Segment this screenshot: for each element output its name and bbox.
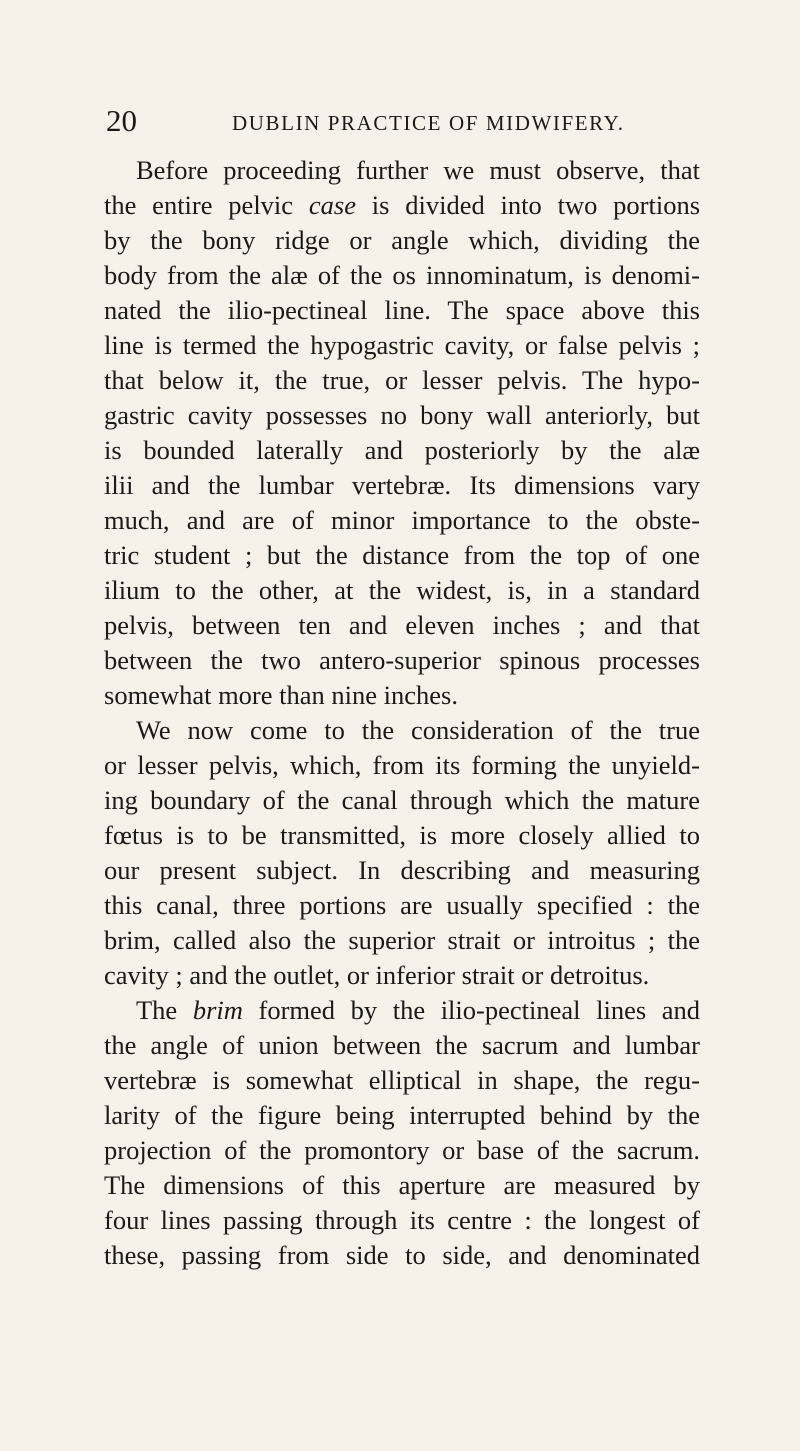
text-line: cavity ; and the outlet, or inferior strait or detroitus. [104, 960, 650, 990]
text-line: our present subject. In describing and measuring [104, 855, 700, 885]
text-line: Before proceeding further we must observe, that [136, 155, 700, 185]
text-line: nated the ilio-pectineal line. The space above this [104, 295, 700, 325]
text-line: four lines passing through its centre : the longest of [104, 1205, 700, 1235]
text-line: between the two antero-superior spinous processes [104, 645, 700, 675]
text-line: The brim formed by the ilio-pectineal lines and [136, 995, 701, 1025]
text-line: vertebræ is somewhat elliptical in shape, the regu- [104, 1065, 700, 1095]
text-line: much, and are of minor importance to the obste- [104, 505, 700, 535]
text-line: pelvis, between ten and eleven inches ; and that [104, 610, 700, 640]
text-line: larity of the figure being interrupted behind by the [104, 1100, 700, 1130]
text-line: is bounded laterally and posteriorly by the alæ [104, 435, 700, 465]
text-line: body from the alæ of the os innominatum, is denomi- [104, 260, 700, 290]
text-line: that below it, the true, or lesser pelvis. The hypo- [104, 365, 700, 395]
text-line: somewhat more than nine inches. [104, 680, 458, 710]
page-header [0, 104, 800, 138]
text-line: these, passing from side to side, and denominated [104, 1240, 700, 1270]
text-line: gastric cavity possesses no bony wall anteriorly, but [104, 400, 700, 430]
text-line: this canal, three portions are usually specified : the [104, 890, 700, 920]
text-line: the entire pelvic case is divided into two portions [104, 190, 701, 220]
text-line: tric student ; but the distance from the top of one [104, 540, 700, 570]
text-line: ing boundary of the canal through which the mature [104, 785, 700, 815]
running-head: DUBLIN PRACTICE OF MIDWIFERY. [232, 111, 625, 135]
text-line: the angle of union between the sacrum and lumbar [104, 1030, 700, 1060]
text-line: or lesser pelvis, which, from its forming the unyield- [104, 750, 700, 780]
text-line: line is termed the hypogastric cavity, or false pelvis ; [104, 330, 700, 360]
text-line: ilium to the other, at the widest, is, in a standard [104, 575, 700, 605]
text-line: We now come to the consideration of the true [136, 715, 700, 745]
body-text [104, 153, 700, 1273]
page-number: 20 [106, 103, 137, 138]
text-line: by the bony ridge or angle which, dividing the [104, 225, 700, 255]
text-line: fœtus is to be transmitted, is more closely allied to [104, 820, 700, 850]
text-line: The dimensions of this aperture are measured by [104, 1170, 700, 1200]
text-line: ilii and the lumbar vertebræ. Its dimensions vary [104, 470, 700, 500]
text-line: projection of the promontory or base of the sacrum. [104, 1135, 700, 1165]
text-line: brim, called also the superior strait or introitus ; the [104, 925, 700, 955]
